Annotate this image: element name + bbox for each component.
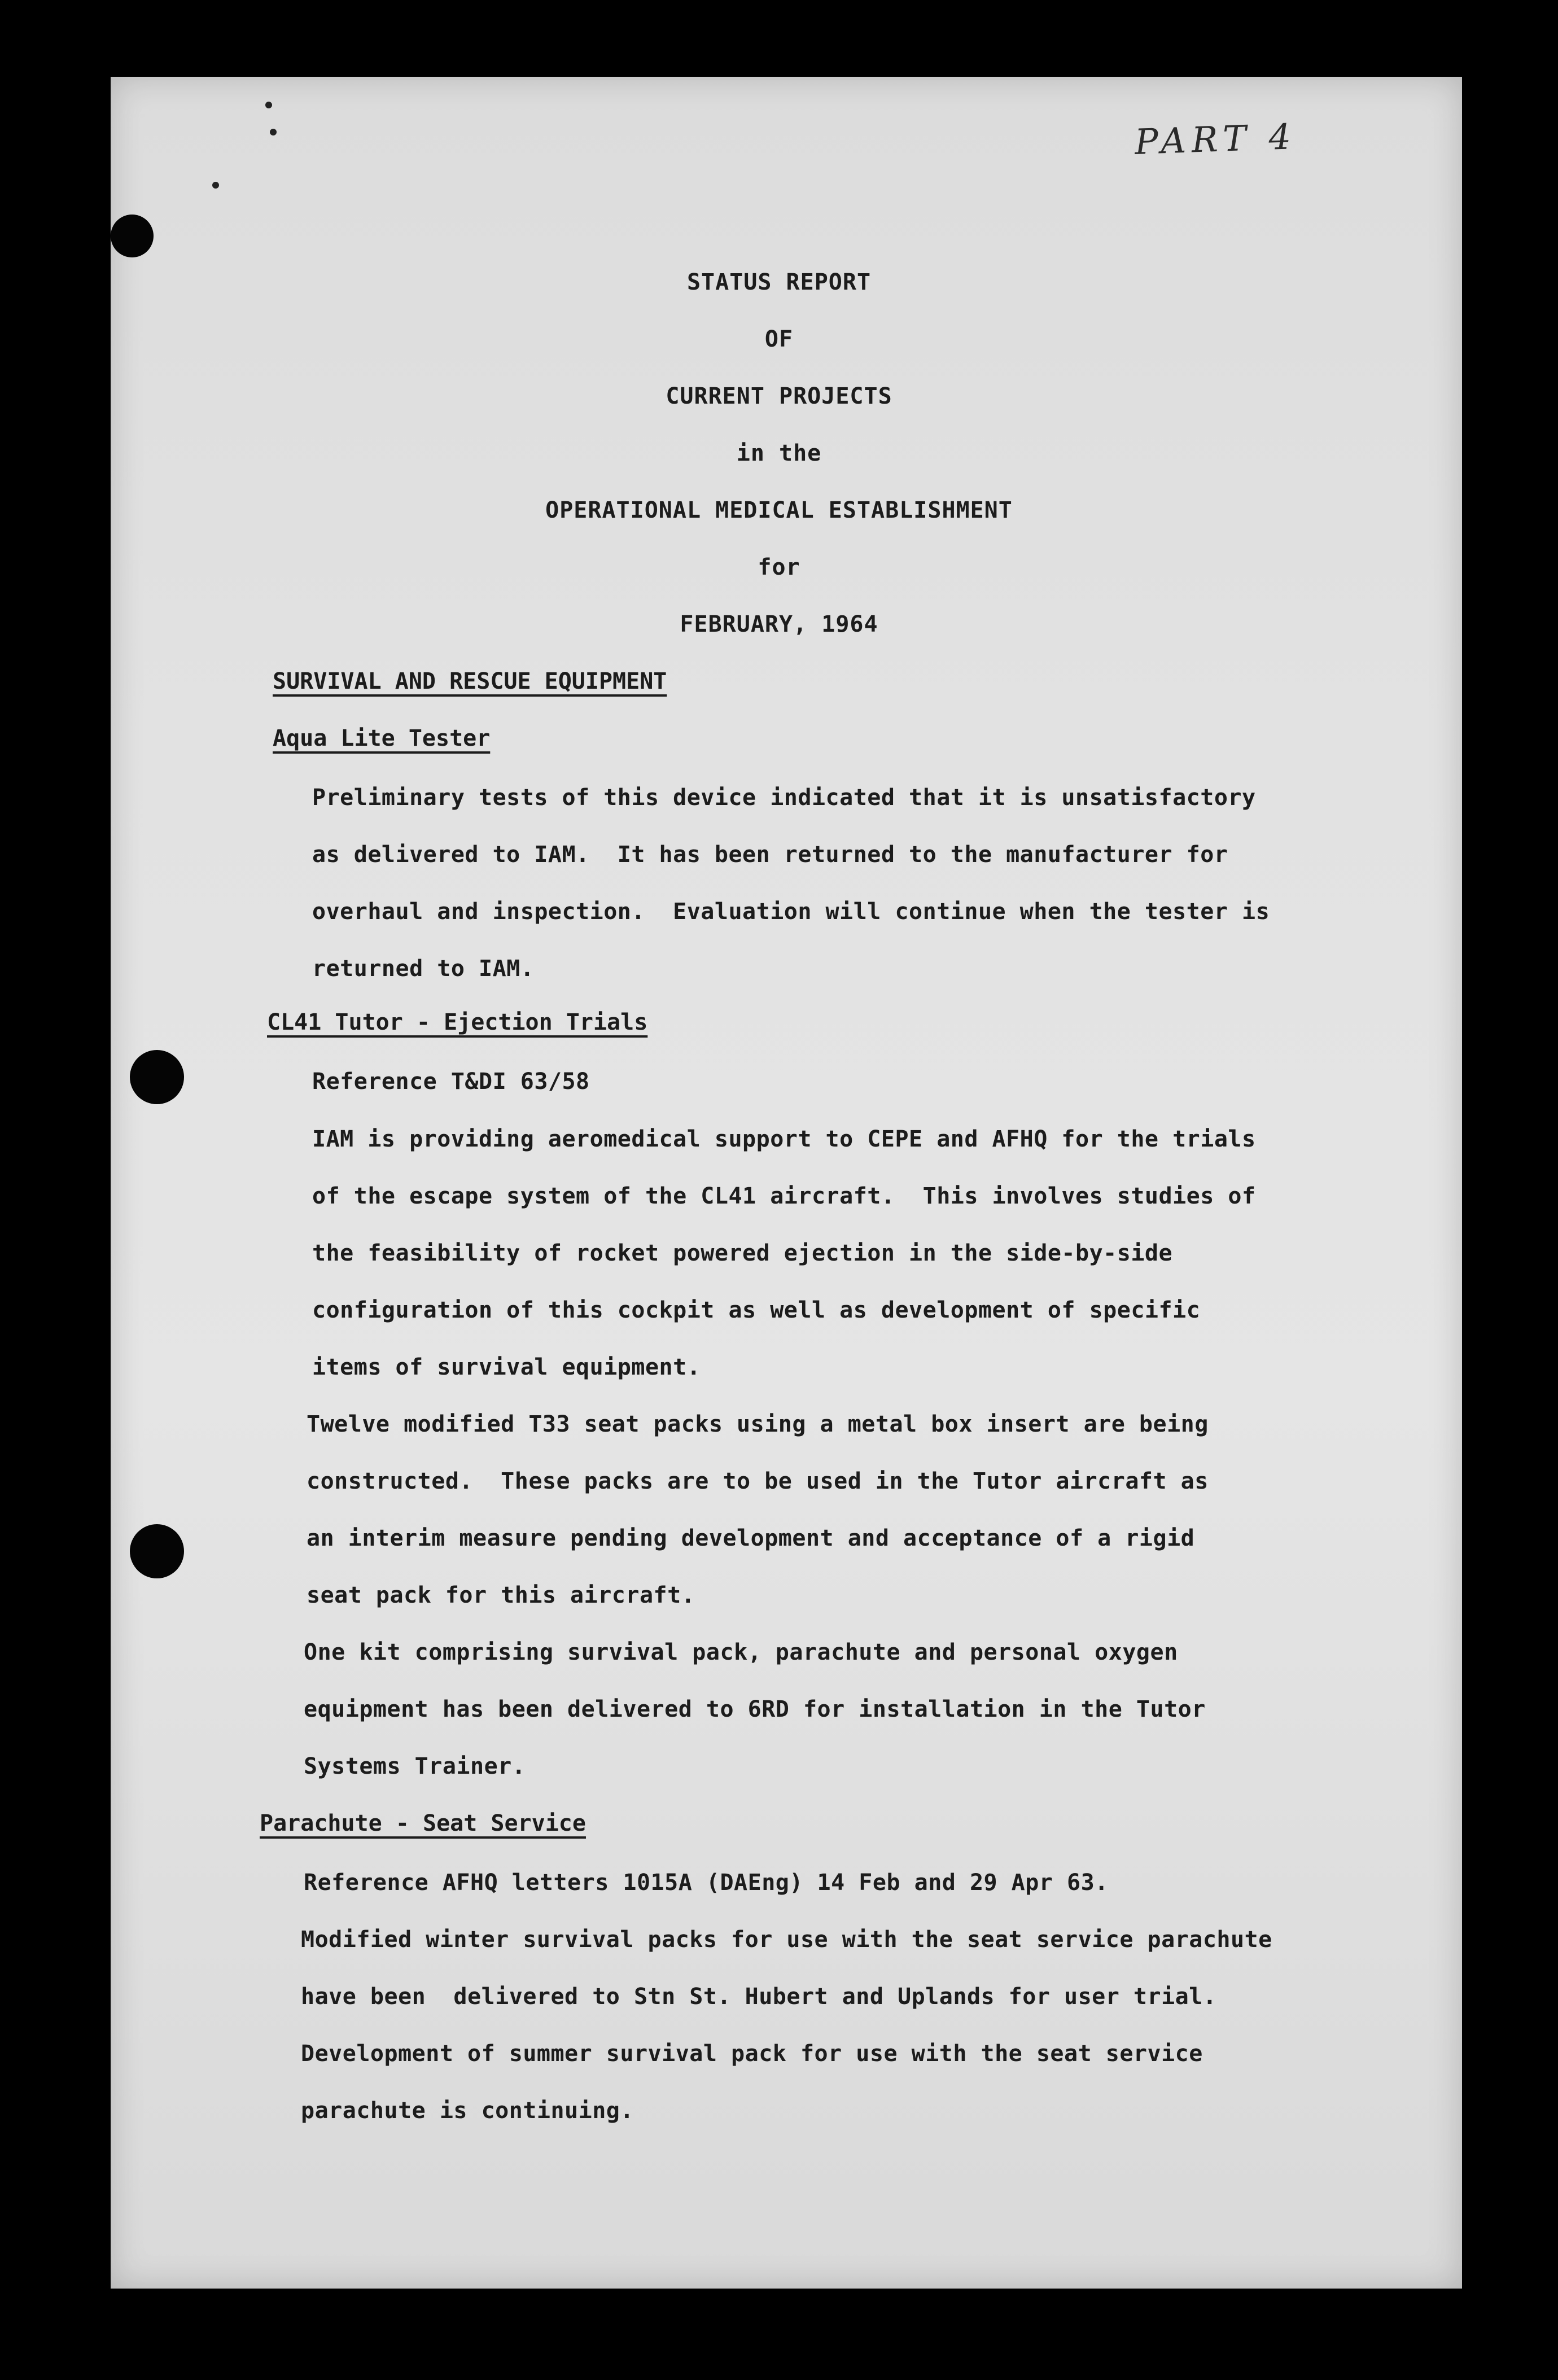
text-line: constructed. These packs are to be used in the Tutor aircraft as — [307, 1468, 1209, 1494]
text-line: IAM is providing aeromedical support to CEPE and AFHQ for the trials — [312, 1126, 1256, 1152]
text-line: equipment has been delivered to 6RD for installation in the Tutor — [304, 1696, 1206, 1722]
subsection-title-parachute: Parachute - Seat Service — [260, 1810, 586, 1836]
text-line: have been delivered to Stn St. Hubert and Uplands for user trial. — [301, 1984, 1217, 2010]
text-line: Preliminary tests of this device indicated that it is unsatisfactory — [312, 785, 1256, 811]
text-line: Reference T&DI 63/58 — [312, 1069, 590, 1095]
text-line: One kit comprising survival pack, parachute and personal oxygen — [304, 1639, 1178, 1665]
report-heading — [0, 268, 1558, 667]
heading-line: STATUS REPORT — [686, 269, 872, 295]
heading-line: OF — [764, 326, 794, 352]
text-line: returned to IAM. — [312, 956, 535, 982]
paragraph-aqua-lite — [312, 769, 1340, 998]
heading-line: CURRENT PROJECTS — [666, 383, 892, 409]
reference-parachute — [304, 1854, 1376, 1911]
subsection-title-aqua-lite: Aqua Lite Tester — [273, 725, 491, 751]
text-line: items of survival equipment. — [312, 1354, 701, 1380]
punch-hole — [130, 1524, 184, 1578]
subsection-title-cl41-tutor: CL41 Tutor - Ejection Trials — [267, 1009, 648, 1035]
heading-line: FEBRUARY, 1964 — [680, 611, 878, 637]
heading-line: in the — [736, 440, 822, 466]
text-line: the feasibility of rocket powered ejection in the side-by-side — [312, 1240, 1173, 1266]
text-line: of the escape system of the CL41 aircraft. This involves studies of — [312, 1183, 1256, 1209]
text-line: Twelve modified T33 seat packs using a metal box insert are being — [307, 1411, 1209, 1437]
text-line: Development of summer survival pack for use with the seat service — [301, 2041, 1203, 2067]
dust-speck — [265, 102, 272, 108]
text-line: parachute is continuing. — [301, 2098, 634, 2124]
paragraph-parachute-winter — [301, 1911, 1373, 2025]
heading-line: OPERATIONAL MEDICAL ESTABLISHMENT — [545, 497, 1013, 523]
text-line: Modified winter survival packs for use with the seat service parachute — [301, 1927, 1272, 1953]
reference-cl41 — [312, 1053, 1340, 1110]
paragraph-parachute-summer — [301, 2025, 1328, 2140]
paragraph-cl41-kit — [304, 1624, 1331, 1795]
text-line: as delivered to IAM. It has been returned to the manufacturer for — [312, 842, 1228, 868]
text-line: configuration of this cockpit as well as development of specific — [312, 1297, 1201, 1323]
text-line: Reference AFHQ letters 1015A (DAEng) 14 Feb and 29 Apr 63. — [304, 1870, 1109, 1896]
text-line: overhaul and inspection. Evaluation will continue when the tester is — [312, 899, 1270, 925]
punch-hole — [111, 215, 154, 257]
heading-line: for — [758, 554, 800, 580]
paragraph-cl41-seat-packs — [307, 1396, 1334, 1624]
text-line: Systems Trainer. — [304, 1753, 526, 1779]
dust-speck — [270, 129, 277, 135]
dust-speck — [212, 182, 219, 189]
section-title-survival: SURVIVAL AND RESCUE EQUIPMENT — [273, 668, 667, 694]
text-line: an interim measure pending development and acceptance of a rigid — [307, 1525, 1195, 1551]
text-line: seat pack for this aircraft. — [307, 1582, 695, 1608]
handwritten-part-note: PART 4 — [1134, 116, 1298, 163]
punch-hole — [130, 1050, 184, 1104]
paragraph-cl41-support — [312, 1111, 1340, 1396]
